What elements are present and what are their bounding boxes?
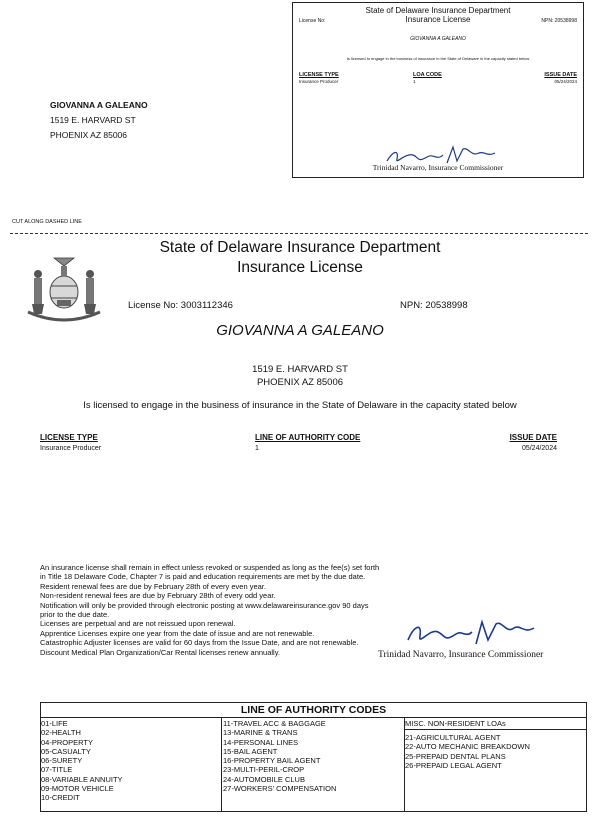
loa-code-item: 16-PROPERTY BAIL AGENT [223,756,321,766]
loa-code-item: 27-WORKERS' COMPENSATION [223,784,337,794]
loa-code-item: 26-PREPAID LEGAL AGENT [405,760,502,770]
loa-codes-table [40,702,587,812]
mini-statement: Is licensed to engage in the business of insurance in the State of Delaware in the capacity stated below [346,56,530,61]
note-item: Apprentice Licenses expire one year from the date of issue and are not renewable. [40,628,315,638]
license-notes [40,563,380,657]
column-divider [221,718,222,812]
note-item: Discount Medical Plan Organization/Car Rental licenses renew annually. [40,647,280,657]
loa-code-item: 23-MULTI-PERIL-CROP [223,765,305,775]
mini-subtitle: Insurance License [405,15,471,24]
npn-number: NPN: 20538998 [400,300,468,311]
mini-col-loa-code: LOA CODE [413,72,442,78]
certificate-subtitle: Insurance License [237,259,363,276]
note-item: Non-resident renewal fees are due by February 28th of every odd year. [40,591,276,601]
mail-street: 1519 E. HARVARD ST [50,115,136,125]
license-number: License No: 3003112346 [128,300,233,311]
mini-licensee-name: GIOVANNA A GALEANO [410,36,466,42]
mail-name: GIOVANNA A GALEANO [50,100,148,110]
commissioner-name: Trinidad Navarro, Insurance Commissioner [378,650,544,660]
licensee-street: 1519 E. HARVARD ST [252,364,348,375]
loa-code-item: 21-AGRICULTURAL AGENT [405,733,501,742]
loa-table-title: LINE OF AUTHORITY CODES [41,703,586,718]
loa-column-3 [405,733,530,770]
col-loa-code: LINE OF AUTHORITY CODE [255,433,361,442]
misc-nonresident-header: MISC. NON-RESIDENT LOAs [405,719,586,730]
note-item: Resident renewal fees are due by February 28th of every even year. [40,581,266,591]
commissioner-signature-icon [402,616,542,650]
mini-row-loa-code: 1 [413,79,416,84]
loa-code-item: 01-LIFE [41,719,68,728]
wallet-license-card [292,2,584,178]
mini-row-license-type: Insurance Producer [299,79,339,84]
col-license-type: LICENSE TYPE [40,433,98,442]
loa-code-item: 22-AUTO MECHANIC BREAKDOWN [405,742,530,752]
note-item: Catastrophic Adjuster licenses are valid for 60 days from the Issue Date, and are not renewable. [40,638,359,648]
mini-row-issue-date: 05/24/2024 [554,79,577,84]
note-item: Notification will only be provided through electronic posting at www.delawareinsurance.gov 90 days prior to the due date. [40,600,369,620]
loa-code-item: 06-SURETY [41,756,83,766]
issue-date-value: 05/24/2024 [521,445,557,452]
loa-code-item: 13-MARINE & TRANS [223,728,298,738]
cut-along-label: CUT ALONG DASHED LINE [12,219,82,225]
capacity-statement: Is licensed to engage in the business of insurance in the State of Delaware in the capacity stated below [83,400,517,411]
dashed-cut-line [10,233,588,234]
mail-city: PHOENIX AZ 85006 [50,130,128,140]
loa-code-item: 11-TRAVEL ACC & BAGGAGE [223,719,326,728]
loa-code-item: 10-CREDIT [41,793,80,803]
delaware-seal-icon [24,252,104,324]
loa-code-item: 02-HEALTH [41,728,81,738]
mini-col-license-type: LICENSE TYPE [299,72,339,78]
loa-code-item: 24-AUTOMOBILE CLUB [223,774,305,784]
loa-code-item: 04-PROPERTY [41,737,93,747]
loa-column-2 [223,719,336,793]
mini-commissioner: Trinidad Navarro, Insurance Commissioner [372,163,504,172]
license-type-value: Insurance Producer [40,445,102,452]
mini-license-no-label: License No: [299,18,326,24]
loa-code-item: 07-TITLE [41,765,73,775]
col-issue-date: ISSUE DATE [509,433,557,442]
loa-code-item: 05-CASUALTY [41,746,91,756]
mini-title: State of Delaware Insurance Department [365,6,511,15]
loa-code-item: 15-BAIL AGENT [223,746,278,756]
mini-col-issue-date: ISSUE DATE [544,72,577,78]
loa-column-1 [41,719,123,803]
loa-code-item: 25-PREPAID DENTAL PLANS [405,751,506,761]
note-item: An insurance license shall remain in effect unless revoked or suspended as long as the fee(s) set forth in Title 18 Delaware Code, Chapter 7 is paid and education requirements are met by the due date. [40,563,380,582]
loa-code-item: 14-PERSONAL LINES [223,737,299,747]
loa-code-value: 1 [255,445,259,452]
certificate-title: State of Delaware Insurance Department [159,239,441,256]
note-item: Licenses are perpetual and are not reissued upon renewal. [40,619,236,629]
loa-code-item: 09-MOTOR VEHICLE [41,784,114,794]
mini-npn: NPN: 20538998 [541,18,577,24]
loa-code-item: 08-VARIABLE ANNUITY [41,774,123,784]
licensee-city: PHOENIX AZ 85006 [256,377,344,388]
licensee-name: GIOVANNA A GALEANO [216,322,384,339]
